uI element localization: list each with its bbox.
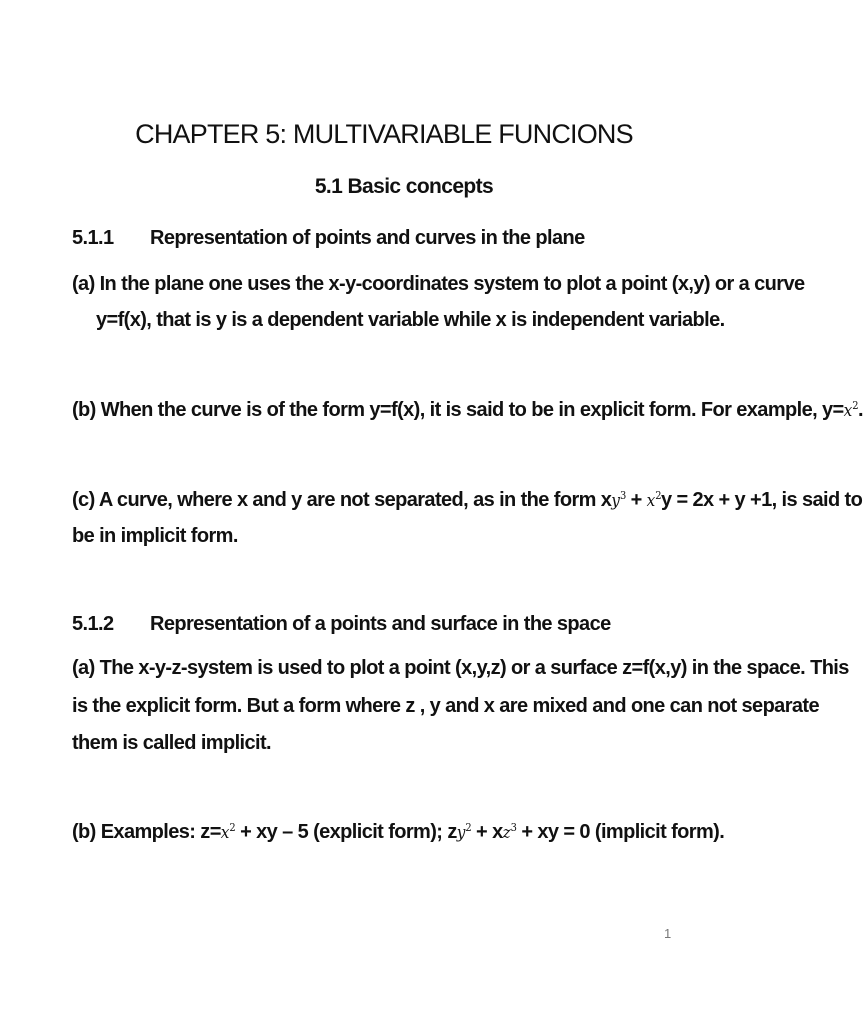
math-variable: x (843, 401, 853, 421)
subsection-title: Representation of points and curves in the plane (150, 227, 585, 249)
paragraph-a-line-1: (a) In the plane one uses the x-y-coordinates system to plot a point (x,y) or a curve (72, 273, 805, 295)
math-exponent: 3 (510, 821, 517, 834)
chapter-title: CHAPTER 5: MULTIVARIABLE FUNCIONS (135, 119, 633, 149)
paragraph-b-end: . (857, 399, 863, 421)
paragraph-c-pre: (c) A curve, where x and y are not separated, as in the form x (72, 489, 612, 511)
paragraph-c-line-2: be in implicit form. (72, 525, 238, 547)
paragraph-a2-line-1: (a) The x-y-z-system is used to plot a point (x,y,z) or a surface z=f(x,y) in the space. This (72, 657, 849, 679)
subsection-heading-5-1-1 (72, 226, 585, 250)
math-exponent: 2 (465, 821, 472, 834)
subsection-number: 5.1.1 (72, 227, 114, 249)
examples-pre: (b) Examples: z= (72, 821, 221, 843)
math-variable: x (646, 491, 656, 511)
subsection-title: Representation of a points and surface in the space (150, 613, 611, 635)
math-variable: z (502, 823, 511, 843)
paragraph-c-post: y = 2x + y +1, is said to (660, 489, 863, 511)
page-number: 1 (664, 926, 672, 941)
paragraph-c-line-1 (72, 488, 862, 513)
paragraph-b (72, 398, 863, 423)
math-exponent: 2 (655, 489, 661, 502)
paragraph-a2-line-3: them is called implicit. (72, 732, 271, 754)
examples-mid-1: + xy – 5 (explicit form); z (235, 821, 457, 843)
math-variable: y (456, 823, 466, 843)
examples-post: + xy = 0 (implicit form). (516, 821, 725, 843)
math-exponent: 3 (619, 489, 626, 502)
subsection-number: 5.1.2 (72, 613, 114, 635)
examples-mid-2: + x (471, 821, 503, 843)
paragraph-examples (72, 820, 724, 845)
section-title: 5.1 Basic concepts (314, 175, 494, 198)
math-exponent: 2 (852, 399, 858, 412)
math-exponent: 2 (229, 821, 236, 834)
math-variable: x (220, 823, 230, 843)
paragraph-c-mid: + (625, 489, 647, 511)
paragraph-a-line-2: y=f(x), that is y is a dependent variable while x is independent variable. (96, 309, 725, 331)
paragraph-b-text: (b) When the curve is of the form y=f(x), it is said to be in explicit form. For example, y= (72, 399, 844, 421)
paragraph-a2-line-2: is the explicit form. But a form where z , y and x are mixed and one can not separate (72, 695, 819, 717)
subsection-heading-5-1-2 (72, 612, 611, 636)
math-variable: y (611, 491, 620, 511)
